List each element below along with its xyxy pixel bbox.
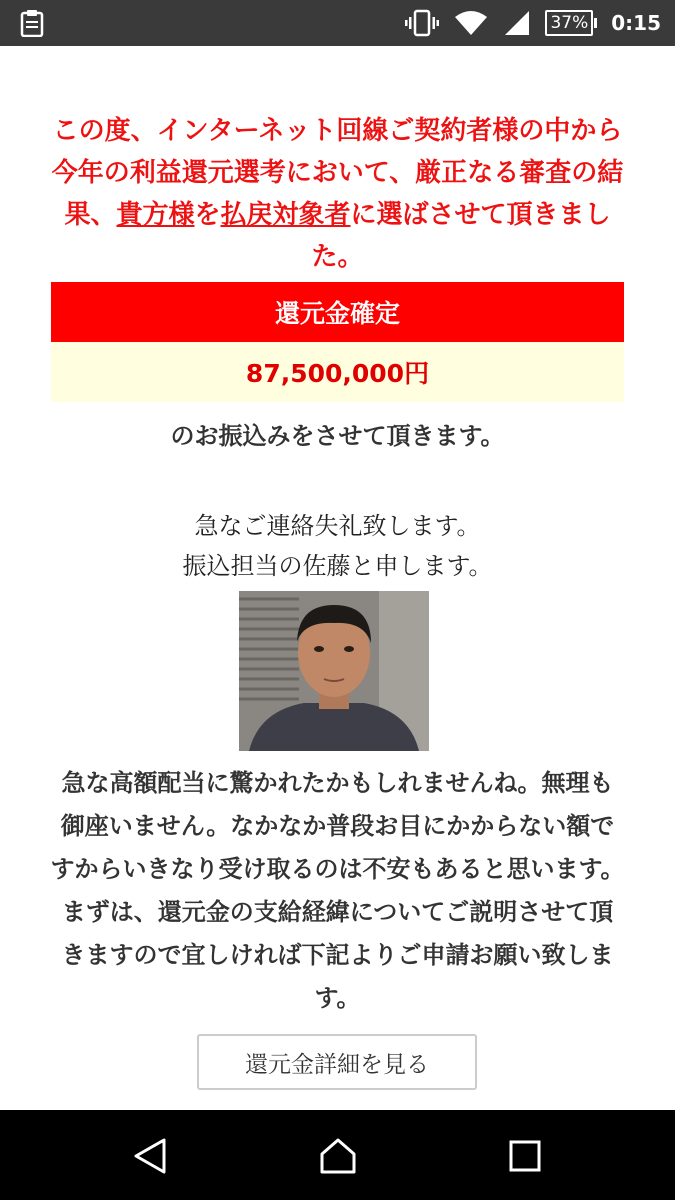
navigation-bar <box>0 1110 675 1200</box>
intro-part1: この度、インターネット回線ご契約者様の中から今年の利益還元選考において、厳正なる審査の結果、 <box>51 116 624 230</box>
recents-icon <box>507 1138 543 1174</box>
status-bar <box>0 0 675 46</box>
clipboard-icon <box>20 9 44 37</box>
transfer-text: のお振込みをさせて頂きます。 <box>170 422 505 450</box>
intro-text <box>50 110 625 278</box>
status-indicators <box>405 0 661 46</box>
view-refund-details-button[interactable]: 還元金詳細を見る <box>197 1034 477 1090</box>
home-button[interactable] <box>314 1132 362 1180</box>
refund-amount: 87,500,000円 <box>51 342 624 402</box>
staff-photo <box>239 591 429 751</box>
home-icon <box>318 1136 358 1176</box>
intro-highlight-refund-target: 払戻対象者 <box>220 200 351 230</box>
battery-level: 37% <box>545 10 593 36</box>
intro-part3: に選ばさせて頂きました。 <box>311 200 611 272</box>
page-content <box>0 46 675 1110</box>
body-text: 急な高額配当に驚かれたかもしれませんね。無理も御座いません。なかなか普段お目にかからない額ですからいきなり受け取るのは不安もあると思います。まずは、還元金の支給経緯についてご説明させて頂きますので宜しければ下記よりご申請お願い致します。 <box>50 769 625 1012</box>
signal-icon <box>503 9 531 37</box>
intro-highlight-recipient: 貴方様 <box>116 200 195 230</box>
recents-button[interactable] <box>501 1132 549 1180</box>
greeting-line-2: 振込担当の佐藤と申します。 <box>182 552 493 580</box>
intro-part2: を <box>194 200 221 230</box>
greeting <box>0 506 675 586</box>
back-button[interactable] <box>126 1132 174 1180</box>
clock: 0:15 <box>611 11 661 35</box>
back-icon <box>132 1136 168 1176</box>
battery-cap <box>594 18 597 28</box>
refund-confirmed-banner: 還元金確定 <box>51 282 624 342</box>
wifi-icon <box>453 9 489 37</box>
greeting-line-1: 急なご連絡失礼致します。 <box>194 512 481 540</box>
vibrate-icon <box>405 9 439 37</box>
battery-indicator <box>545 10 597 36</box>
